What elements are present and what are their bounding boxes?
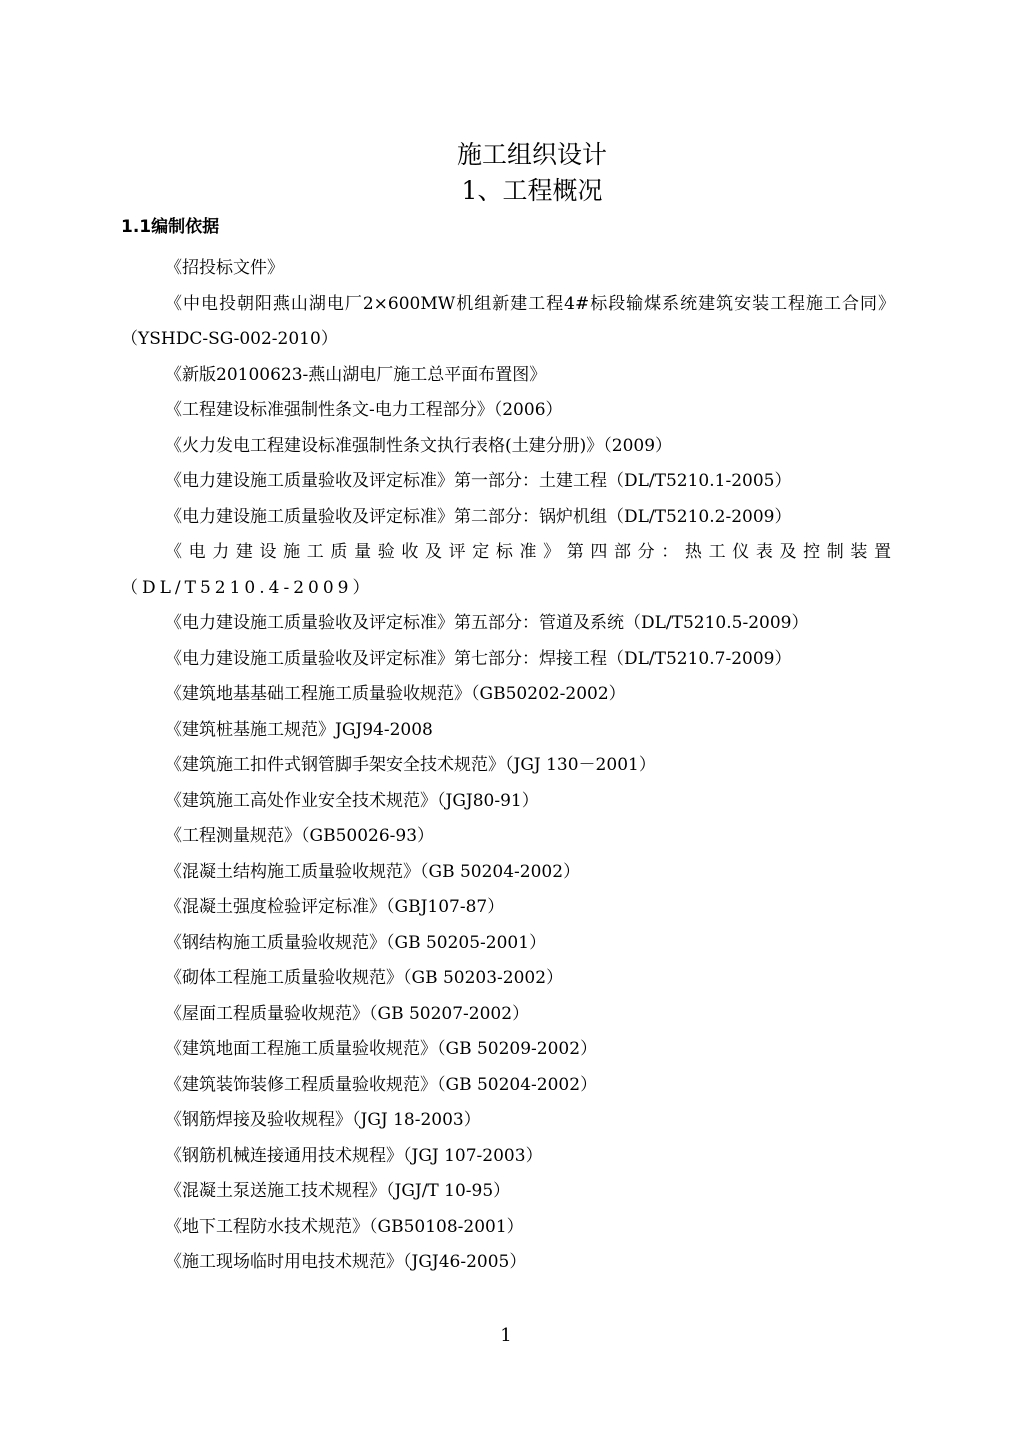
reference-item: 《火力发电工程建设标准强制性条文执行表格(土建分册)》（2009） [165, 435, 673, 456]
reference-item: 《新版20100623-燕山湖电厂施工总平面布置图》 [165, 364, 547, 385]
reference-item: 《混凝土结构施工质量验收规范》（GB 50204-2002） [165, 861, 581, 882]
reference-item: 《建筑桩基施工规范》JGJ94-2008 [165, 719, 433, 740]
section-heading: 1.1编制依据 [121, 217, 220, 237]
reference-item: 《建筑装饰装修工程质量验收规范》（GB 50204-2002） [165, 1074, 598, 1095]
document-title: 施工组织设计 [456, 140, 607, 169]
reference-item: 《钢筋机械连接通用技术规程》（JGJ 107-2003） [165, 1145, 543, 1166]
reference-item: 《建筑地基基础工程施工质量验收规范》（GB50202-2002） [165, 684, 626, 704]
reference-item: 《混凝土强度检验评定标准》（GBJ107-87） [165, 897, 505, 917]
reference-item: 《电力建设施工质量验收及评定标准》第一部分：土建工程（DL/T5210.1-2005） [165, 471, 792, 491]
reference-item: 《电力建设施工质量验收及评定标准》第四部分：热工仪表及控制装置（DL/T5210.4-2009） [121, 542, 895, 598]
reference-item: 《施工现场临时用电技术规范》（JGJ46-2005） [165, 1252, 527, 1272]
reference-item: 《钢结构施工质量验收规范》（GB 50205-2001） [165, 932, 547, 953]
reference-item: 《工程测量规范》（GB50026-93） [165, 826, 435, 846]
reference-item: 《建筑地面工程施工质量验收规范》（GB 50209-2002） [165, 1039, 598, 1059]
reference-item: 《建筑施工高处作业安全技术规范》（JGJ80-91） [165, 790, 539, 811]
reference-item: 《工程建设标准强制性条文-电力工程部分》（2006） [165, 400, 563, 420]
reference-item: 《中电投朝阳燕山湖电厂2×600MW机组新建工程4#标段输煤系统建筑安装工程施工合同》（YSHDC-SG-002-2010） [121, 293, 895, 349]
reference-item: 《砌体工程施工质量验收规范》（GB 50203-2002） [165, 968, 564, 988]
reference-item: 《地下工程防水技术规范》（GB50108-2001） [165, 1216, 524, 1237]
reference-item: 《招投标文件》 [165, 258, 284, 278]
reference-item: 《电力建设施工质量验收及评定标准》第七部分：焊接工程（DL/T5210.7-2009） [165, 648, 792, 669]
reference-item: 《钢筋焊接及验收规程》（JGJ 18-2003） [165, 1110, 481, 1130]
chapter-title: 1、工程概况 [461, 176, 603, 205]
reference-list [121, 251, 895, 1281]
reference-item: 《混凝土泵送施工技术规程》（JGJ/T 10-95） [165, 1181, 511, 1201]
reference-item: 《屋面工程质量验收规范》（GB 50207-2002） [165, 1003, 530, 1024]
reference-item: 《建筑施工扣件式钢管脚手架安全技术规范》（JGJ 130－2001） [165, 755, 656, 775]
reference-item: 《电力建设施工质量验收及评定标准》第五部分：管道及系统（DL/T5210.5-2009） [165, 613, 809, 633]
reference-item: 《电力建设施工质量验收及评定标准》第二部分：锅炉机组（DL/T5210.2-2009） [165, 506, 792, 527]
page-number: 1 [500, 1325, 512, 1346]
